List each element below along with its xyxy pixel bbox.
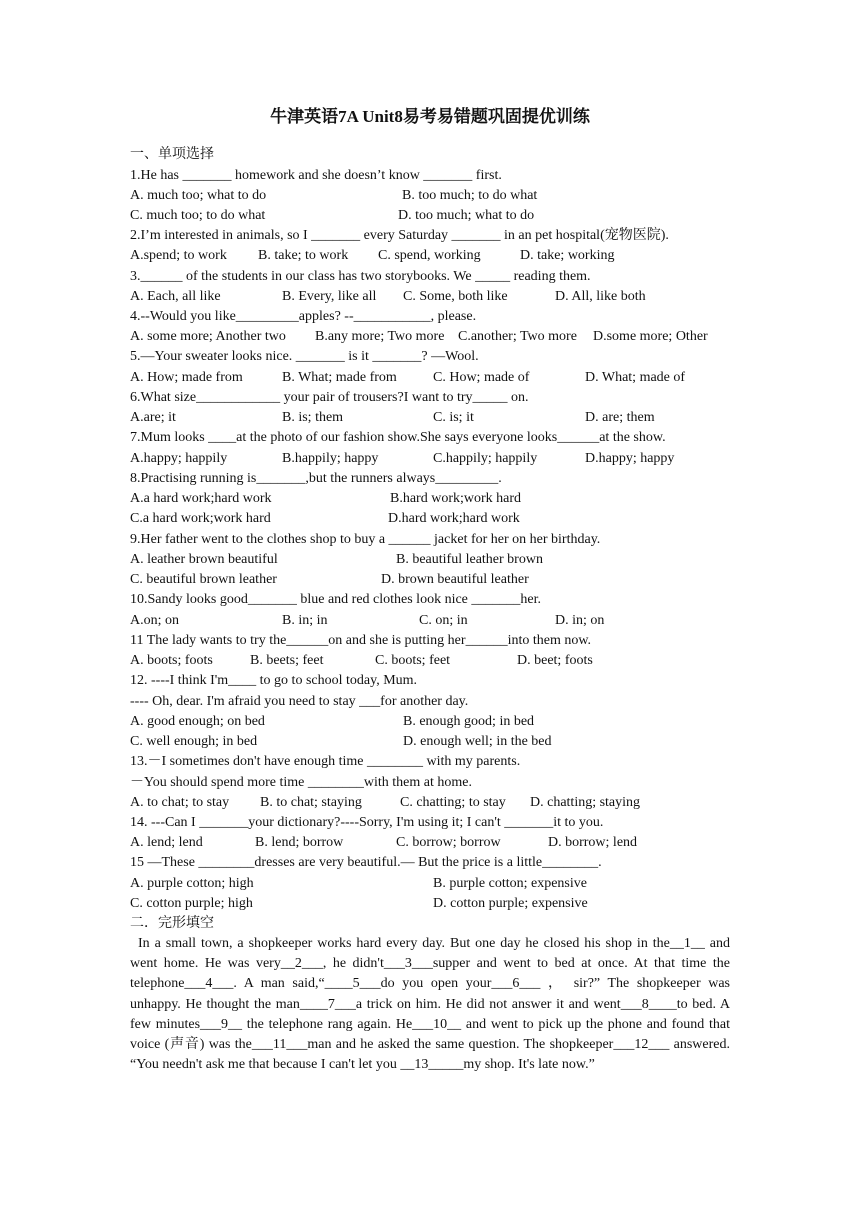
option-15d: D. cotton purple; expensive bbox=[433, 896, 588, 911]
option-1a: A. much too; what to do bbox=[130, 188, 267, 203]
question-10: 10.Sandy looks good_______ blue and red clothes look nice _______her. bbox=[130, 592, 541, 607]
option-4b: B.any more; Two more bbox=[315, 329, 445, 344]
option-11a: A. boots; foots bbox=[130, 653, 213, 668]
option-12d: D. enough well; in the bed bbox=[403, 734, 552, 749]
question-5: 5.—Your sweater looks nice. _______ is it _______? —Wool. bbox=[130, 349, 479, 364]
section-heading-cloze: 二．完形填空 bbox=[130, 916, 214, 931]
option-7b: B.happily; happy bbox=[282, 451, 379, 466]
section-heading-choice: 一、单项选择 bbox=[130, 147, 214, 162]
question-6: 6.What size____________ your pair of trousers?I want to try_____ on. bbox=[130, 390, 529, 405]
page-title: 牛津英语7A Unit8易考易错题巩固提优训练 bbox=[270, 107, 590, 126]
question-12: 12. ----I think I'm____ to go to school today, Mum. bbox=[130, 673, 418, 688]
option-13d: D. chatting; staying bbox=[530, 795, 641, 810]
option-9d: D. brown beautiful leather bbox=[381, 572, 529, 587]
option-7c: C.happily; happily bbox=[433, 451, 538, 466]
option-15a: A. purple cotton; high bbox=[130, 876, 254, 891]
option-14d: D. borrow; lend bbox=[548, 835, 638, 850]
option-14b: B. lend; borrow bbox=[255, 835, 344, 850]
option-6c: C. is; it bbox=[433, 410, 474, 425]
option-9b: B. beautiful leather brown bbox=[396, 552, 543, 567]
question-8: 8.Practising running is_______,but the runners always_________. bbox=[130, 471, 502, 486]
option-7a: A.happy; happily bbox=[130, 451, 228, 466]
option-3b: B. Every, like all bbox=[282, 289, 377, 304]
question-15: 15 —These ________dresses are very beautiful.— But the price is a little________. bbox=[130, 855, 602, 870]
option-2c: C. spend, working bbox=[378, 248, 481, 263]
cloze-passage bbox=[130, 934, 730, 1075]
option-1b: B. too much; to do what bbox=[402, 188, 538, 203]
option-6b: B. is; them bbox=[282, 410, 344, 425]
question-1: 1.He has _______ homework and she doesn’t know _______ first. bbox=[130, 168, 502, 183]
option-4c: C.another; Two more bbox=[458, 329, 577, 344]
option-5d: D. What; made of bbox=[585, 370, 686, 385]
option-11b: B. beets; feet bbox=[250, 653, 324, 668]
question-13-reply: －You should spend more time ________with them at home. bbox=[130, 775, 472, 790]
question-3: 3.______ of the students in our class has two storybooks. We _____ reading them. bbox=[130, 269, 591, 284]
option-13c: C. chatting; to stay bbox=[400, 795, 506, 810]
option-13b: B. to chat; staying bbox=[260, 795, 362, 810]
option-9c: C. beautiful brown leather bbox=[130, 572, 277, 587]
option-10b: B. in; in bbox=[282, 613, 328, 628]
option-3c: C. Some, both like bbox=[403, 289, 508, 304]
option-8b: B.hard work;work hard bbox=[390, 491, 522, 506]
option-7d: D.happy; happy bbox=[585, 451, 675, 466]
option-3d: D. All, like both bbox=[555, 289, 646, 304]
option-6a: A.are; it bbox=[130, 410, 176, 425]
option-15b: B. purple cotton; expensive bbox=[433, 876, 587, 891]
option-4d: D.some more; Other bbox=[593, 329, 708, 344]
option-12b: B. enough good; in bed bbox=[403, 714, 535, 729]
option-11c: C. boots; feet bbox=[375, 653, 451, 668]
option-5a: A. How; made from bbox=[130, 370, 243, 385]
option-12c: C. well enough; in bed bbox=[130, 734, 258, 749]
question-2: 2.I’m interested in animals, so I _______ every Saturday _______ in an pet hospital(宠物医院). bbox=[130, 228, 669, 243]
option-8a: A.a hard work;hard work bbox=[130, 491, 272, 506]
option-1d: D. too much; what to do bbox=[398, 208, 535, 223]
option-14a: A. lend; lend bbox=[130, 835, 203, 850]
option-10d: D. in; on bbox=[555, 613, 605, 628]
option-14c: C. borrow; borrow bbox=[396, 835, 501, 850]
question-14: 14. ---Can I _______your dictionary?----Sorry, I'm using it; I can't _______it to you. bbox=[130, 815, 604, 830]
question-13: 13.－I sometimes don't have enough time ________ with my parents. bbox=[130, 754, 521, 769]
option-8d: D.hard work;hard work bbox=[388, 511, 520, 526]
option-10c: C. on; in bbox=[419, 613, 468, 628]
question-7: 7.Mum looks ____at the photo of our fashion show.She says everyone looks______at the show. bbox=[130, 430, 666, 445]
option-10a: A.on; on bbox=[130, 613, 179, 628]
option-12a: A. good enough; on bed bbox=[130, 714, 265, 729]
option-2b: B. take; to work bbox=[258, 248, 349, 263]
option-11d: D. beet; foots bbox=[517, 653, 593, 668]
option-15c: C. cotton purple; high bbox=[130, 896, 253, 911]
option-13a: A. to chat; to stay bbox=[130, 795, 230, 810]
option-2a: A.spend; to work bbox=[130, 248, 227, 263]
option-1c: C. much too; to do what bbox=[130, 208, 266, 223]
question-4: 4.--Would you like_________apples? --___________, please. bbox=[130, 309, 477, 324]
option-9a: A. leather brown beautiful bbox=[130, 552, 278, 567]
option-3a: A. Each, all like bbox=[130, 289, 221, 304]
option-4a: A. some more; Another two bbox=[130, 329, 286, 344]
option-2d: D. take; working bbox=[520, 248, 615, 263]
question-12-reply: ---- Oh, dear. I'm afraid you need to stay ___for another day. bbox=[130, 694, 469, 709]
question-11: 11 The lady wants to try the______on and she is putting her______into them now. bbox=[130, 633, 592, 648]
cloze-passage-text: In a small town, a shopkeeper works hard every day. But one day he closed his shop in the__1__ and went home. He was very__2___, he didn't___3___supper and went to bed at once. At that time the telephone___4___. A man said,“____5___do you open your___6___ ， sir?” The shopkeeper was unhappy. He thought the man____7___a trick on him. He did not answer it and went___8____to bed. A few minutes___9__ the telephone rang again. He___10__ and went to pick up the phone and found that voice (声音) was the___11___man and he asked the same question. The shopkeeper___12___ answered. “You needn't ask me that because I can't let you __13_____my shop. It's late now.” bbox=[130, 936, 730, 1073]
option-6d: D. are; them bbox=[585, 410, 655, 425]
option-5b: B. What; made from bbox=[282, 370, 397, 385]
option-8c: C.a hard work;work hard bbox=[130, 511, 271, 526]
question-9: 9.Her father went to the clothes shop to buy a ______ jacket for her on her birthday. bbox=[130, 532, 601, 547]
option-5c: C. How; made of bbox=[433, 370, 530, 385]
